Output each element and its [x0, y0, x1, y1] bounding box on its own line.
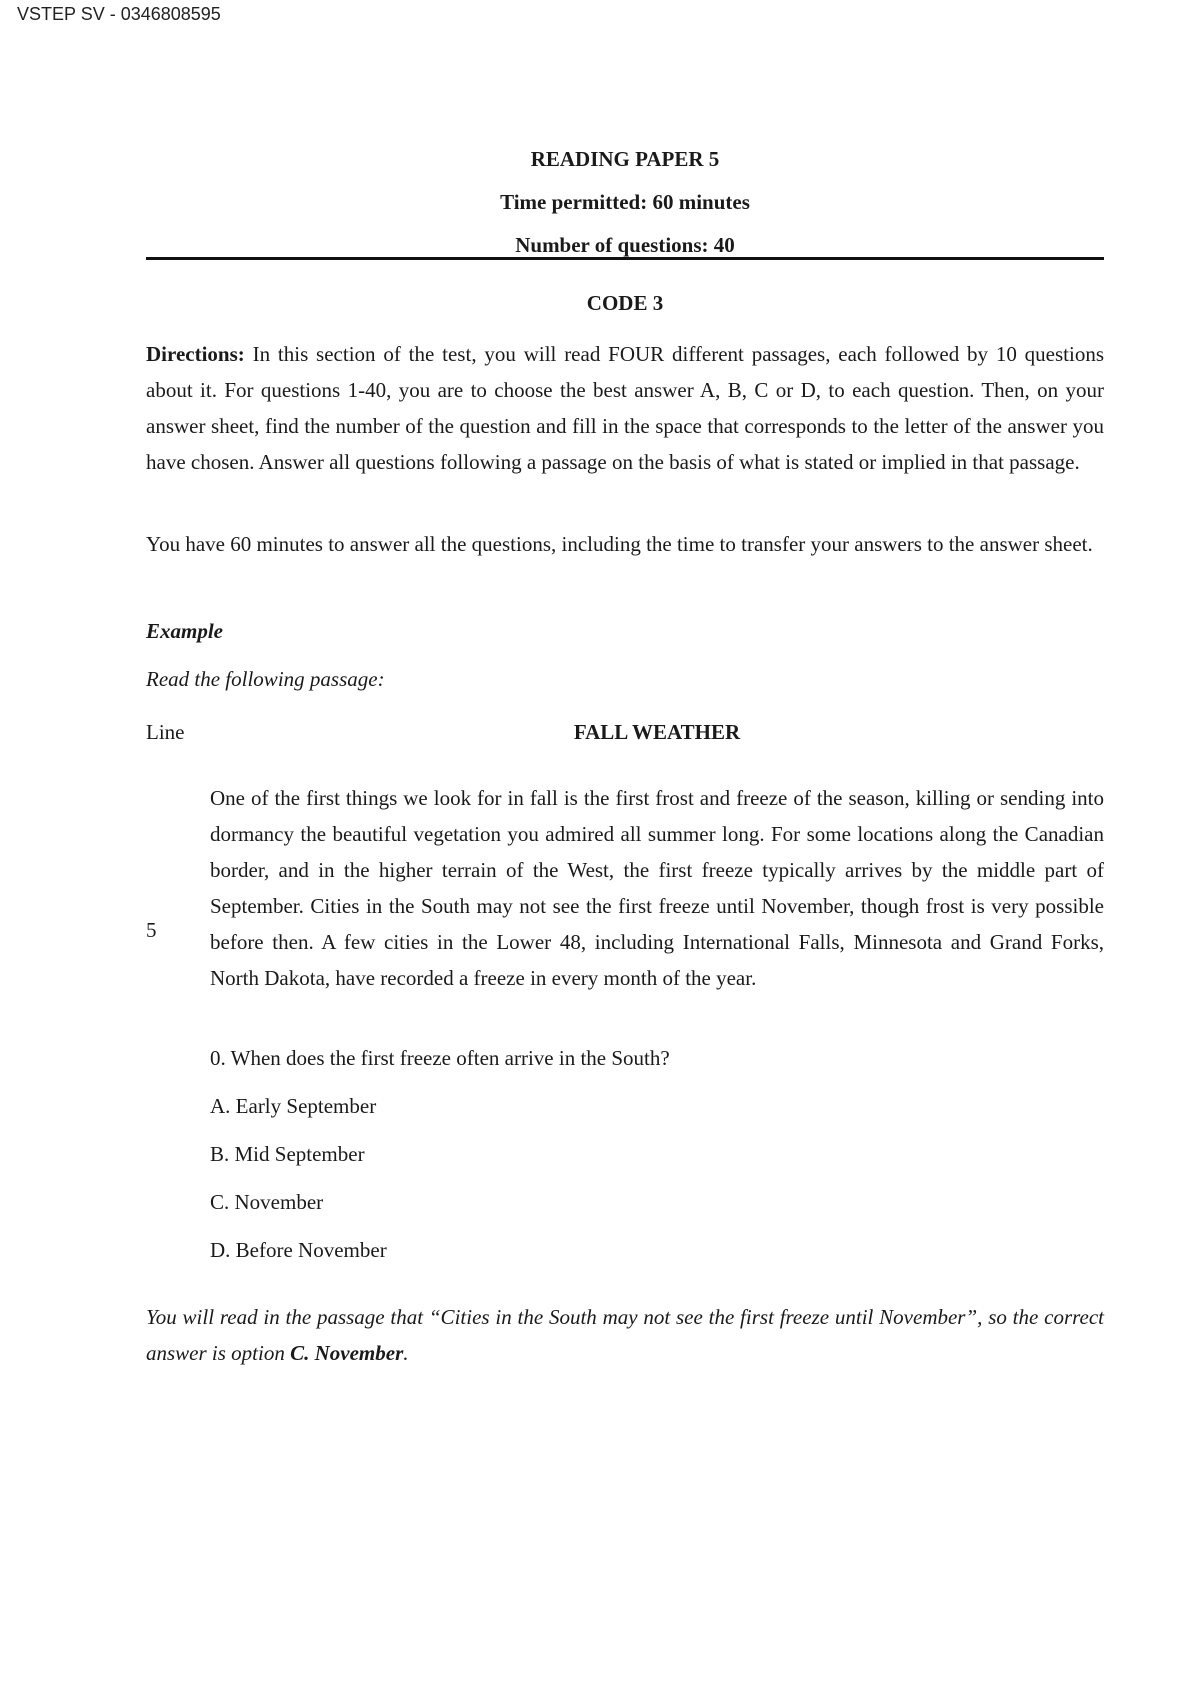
option-c: C. November	[210, 1190, 324, 1214]
example-question: 0. When does the first freeze often arrive in the South?	[210, 1046, 670, 1070]
option-d: D. Before November	[210, 1238, 387, 1262]
directions-label: Directions:	[146, 342, 245, 366]
header-note: VSTEP SV - 0346808595	[17, 4, 221, 24]
time-note: You have 60 minutes to answer all the questions, including the time to transfer your answers to the answer sheet.	[146, 532, 1093, 556]
example-label: Example	[146, 619, 223, 643]
directions-paragraph	[146, 336, 1104, 480]
example-instruction: Read the following passage:	[146, 667, 385, 691]
header-divider	[146, 257, 1104, 260]
number-of-questions: Number of questions: 40	[515, 233, 735, 257]
time-permitted: Time permitted: 60 minutes	[500, 190, 750, 214]
answer-note-text: You will read in the passage that “Cities in the South may not see the first freeze until November”, so the correct answer is option	[146, 1305, 1104, 1365]
option-a: A. Early September	[210, 1094, 377, 1118]
code-label: CODE 3	[586, 291, 664, 315]
answer-explanation	[146, 1299, 1104, 1371]
passage-title: FALL WEATHER	[573, 720, 741, 744]
paper-title: READING PAPER 5	[530, 147, 720, 171]
option-b: B. Mid September	[210, 1142, 365, 1166]
line-label: Line	[146, 720, 185, 744]
passage-text: One of the first things we look for in fall is the first frost and freeze of the season, killing or sending into dormancy the beautiful vegetation you admired all summer long. For some locations along the Canadian border, and in the higher terrain of the West, the first freeze typically arrives by the middle part of September. Cities in the South may not see the first freeze until November, though frost is very possible before then. A few cities in the Lower 48, including International Falls, Minnesota and Grand Forks, North Dakota, have recorded a freeze in every month of the year.	[210, 786, 1104, 990]
directions-text: In this section of the test, you will read FOUR different passages, each followed by 10 questions about it. For questions 1-40, you are to choose the best answer A, B, C or D, to each question. Then, on your answer sheet, find the number of the question and fill in the space that corresponds to the letter of the answer you have chosen. Answer all questions following a passage on the basis of what is stated or implied in that passage.	[146, 342, 1104, 474]
answer-end: .	[403, 1341, 409, 1365]
answer-highlight: C. November	[290, 1341, 404, 1365]
line-number: 5	[146, 918, 157, 942]
